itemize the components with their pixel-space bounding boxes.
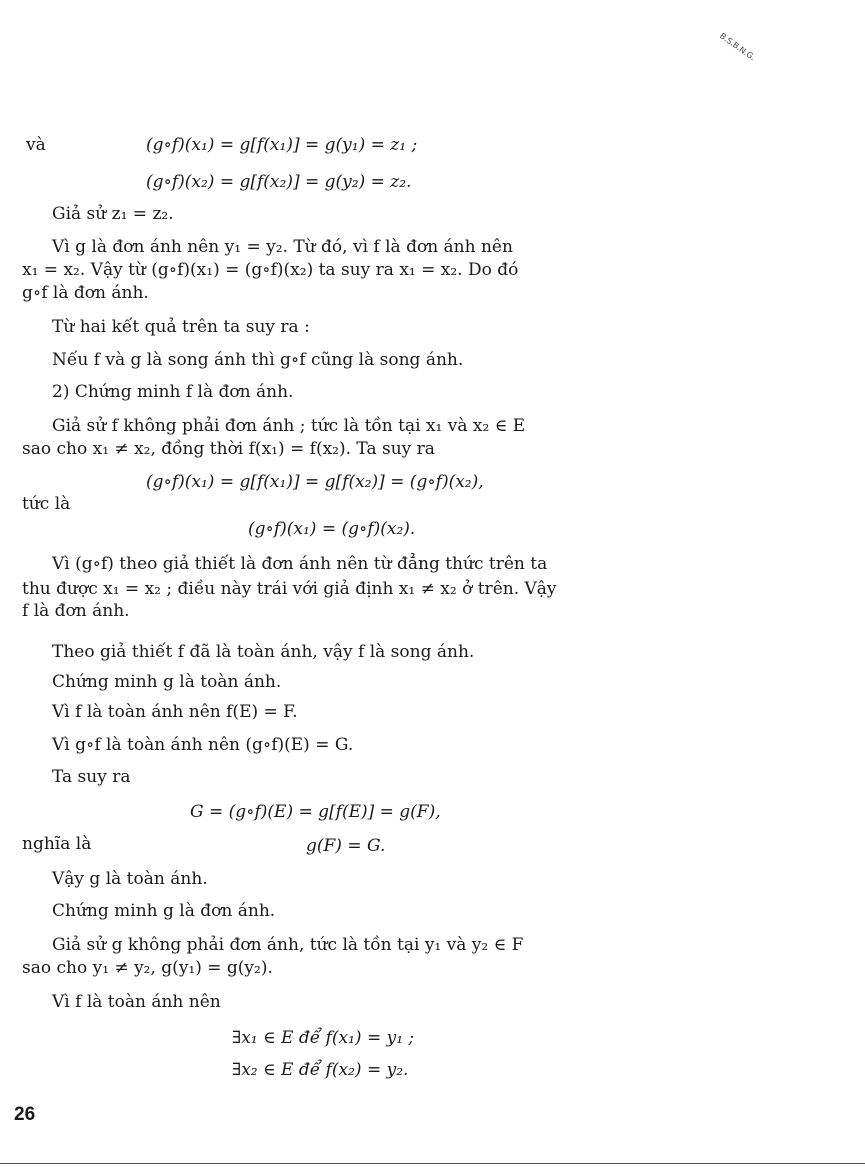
text-line: Ta suy ra xyxy=(52,767,131,787)
equation-line: g(F) = G. xyxy=(306,836,386,856)
equation-line: ∃x₁ ∈ E để f(x₁) = y₁ ; xyxy=(232,1028,415,1048)
text-line: Giả sử g không phải đơn ánh, tức là tồn tại y₁ và y₂ ∈ F xyxy=(52,935,524,955)
text-line: Theo giả thiết f đã là toàn ánh, vậy f là song ánh. xyxy=(52,642,475,662)
text-line: và xyxy=(26,135,46,155)
text-line: Chứng minh g là đơn ánh. xyxy=(52,901,276,921)
text-line: Chứng minh g là toàn ánh. xyxy=(52,672,282,692)
equation-line: G = (g∘f)(E) = g[f(E)] = g(F), xyxy=(190,802,441,822)
text-line: Vì f là toàn ánh nên xyxy=(52,992,221,1012)
text-line: Giả sử z₁ = z₂. xyxy=(52,204,174,224)
text-line: sao cho x₁ ≠ x₂, đồng thời f(x₁) = f(x₂). Ta suy ra xyxy=(22,439,435,459)
library-stamp: B.S.B.N.G. xyxy=(718,31,757,63)
page-number: 26 xyxy=(14,1104,36,1125)
equation-line: (g∘f)(x₁) = (g∘f)(x₂). xyxy=(248,519,416,539)
text-line: Vì g∘f là toàn ánh nên (g∘f)(E) = G. xyxy=(52,735,354,755)
bottom-rule xyxy=(0,1163,865,1164)
equation-line: (g∘f)(x₁) = g[f(x₁)] = g(y₁) = z₁ ; xyxy=(146,135,418,155)
text-line: tức là xyxy=(22,494,71,514)
text-line: nghĩa là xyxy=(22,834,92,854)
section-heading: 2) Chứng minh f là đơn ánh. xyxy=(52,382,294,402)
text-line: f là đơn ánh. xyxy=(22,601,130,621)
text-line: Nếu f và g là song ánh thì g∘f cũng là song ánh. xyxy=(52,350,464,370)
text-line: Vì (g∘f) theo giả thiết là đơn ánh nên từ đẳng thức trên ta xyxy=(52,554,548,574)
equation-line: ∃x₂ ∈ E để f(x₂) = y₂. xyxy=(232,1060,409,1080)
text-line: Vì f là toàn ánh nên f(E) = F. xyxy=(52,702,298,722)
equation-line: (g∘f)(x₁) = g[f(x₁)] = g[f(x₂)] = (g∘f)(x₂), xyxy=(146,472,484,492)
text-line: x₁ = x₂. Vậy từ (g∘f)(x₁) = (g∘f)(x₂) ta suy ra x₁ = x₂. Do đó xyxy=(22,260,519,280)
text-line: Vậy g là toàn ánh. xyxy=(52,869,208,889)
text-line: g∘f là đơn ánh. xyxy=(22,283,149,303)
text-line: sao cho y₁ ≠ y₂, g(y₁) = g(y₂). xyxy=(22,958,273,978)
text-line: Vì g là đơn ánh nên y₁ = y₂. Từ đó, vì f là đơn ánh nên xyxy=(52,237,513,257)
text-line: Giả sử f không phải đơn ánh ; tức là tồn tại x₁ và x₂ ∈ E xyxy=(52,416,526,436)
equation-line: (g∘f)(x₂) = g[f(x₂)] = g(y₂) = z₂. xyxy=(146,172,412,192)
text-line: Từ hai kết quả trên ta suy ra : xyxy=(52,317,310,337)
text-line: thu được x₁ = x₂ ; điều này trái với giả định x₁ ≠ x₂ ở trên. Vậy xyxy=(22,579,557,599)
